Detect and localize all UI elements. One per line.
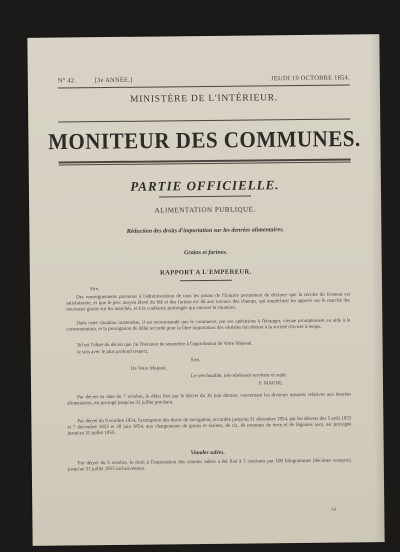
issue-year: [3e ANNÉE.] <box>94 76 133 85</box>
reduction-line: Réduction des droits d'importation sur les denrées alimentaires. <box>126 227 285 235</box>
section-title: PARTIE OFFICIELLE. <box>130 177 280 194</box>
issue-date: JEUDI 19 OCTOBRE 1854. <box>271 74 350 83</box>
closing: Je suis avec le plus profond respect, <box>76 349 149 356</box>
page-number: 64 <box>331 507 337 513</box>
sire-closing: Sire, <box>190 358 201 364</box>
paragraph-1: Des renseignements parvenus à l'administration de tous les points de l'Empire permettent de déclarer que la récolte du froment est satisfaisante, et que le prix moyen élevé du blé et des farines est dû aux travaux des champs, qui empêchent les apports sur le marché des nouveaux grains sur les marchés, et à la confiance prolongée qui entoure la situation. <box>66 292 351 313</box>
issue-header <box>58 74 350 84</box>
header-rule <box>58 84 350 88</box>
issue-number: N° 42. <box>57 77 77 85</box>
address-line: De Votre Majesté, <box>130 366 167 372</box>
masthead: MONITEUR DES COMMUNES. <box>47 125 361 155</box>
salutation: Sire, <box>89 287 100 293</box>
paragraph-2: Dans cette situation inattendue, il est recommandé que le commerce, par ses opérations à l'étranger, vienne promptement en aide à la consommation, et la prorogation du délai accordé pour la libre importation des céréales fait désirer à la société d'aviser à temps. <box>66 318 351 333</box>
subsection-title: ALIMENTATION PUBLIQUE. <box>154 205 256 215</box>
paragraph-4: Par décret en date du 7 octobre, le délai fixé par le décret du 30 juin dernier, concernant les diverses mesures relatives aux denrées alimentaires, est prorogé jusqu'au 31 juillet prochain. <box>67 392 352 407</box>
rapport-title: RAPPORT A L'EMPEREUR. <box>159 268 252 277</box>
paragraph-5: Par décret du 9 octobre 1854, l'exemption des droits de navigation, accordée jusqu'au 31 décembre 1854, par les décrets des 5 août 1853 et 7 décembre 1853 et 30 juin 1854, aux chargements de grains et farines, de riz, de pommes de terre et de légumes secs, est prorogée jusqu'au 31 juillet 1855. <box>67 416 352 437</box>
rapport-rule <box>180 280 232 281</box>
section-rule <box>159 196 251 198</box>
signature: F. MAGNE. <box>258 381 284 387</box>
newspaper-page <box>27 34 384 546</box>
servant-line: Le très-humble, très-obéissant serviteur et sujet, <box>190 373 287 380</box>
paragraph-3: Tel est l'objet du décret que j'ai l'honneur de soumettre à l'approbation de Votre Majesté. <box>76 341 253 349</box>
ministry-title: MINISTÈRE DE L'INTÉRIEUR. <box>129 93 279 105</box>
masthead-rule-top <box>58 118 350 122</box>
grains-line: Grains et farines. <box>183 249 228 257</box>
viandes-title: Viandes salées. <box>190 449 225 457</box>
paragraph-6: Par décret du 5 octobre, le droit à l'importation des viandes salées a été fixé à 5 centimes par 100 kilogrammes (décimes compris), jusqu'au 31 juillet 1855 inclusivement. <box>67 458 352 473</box>
